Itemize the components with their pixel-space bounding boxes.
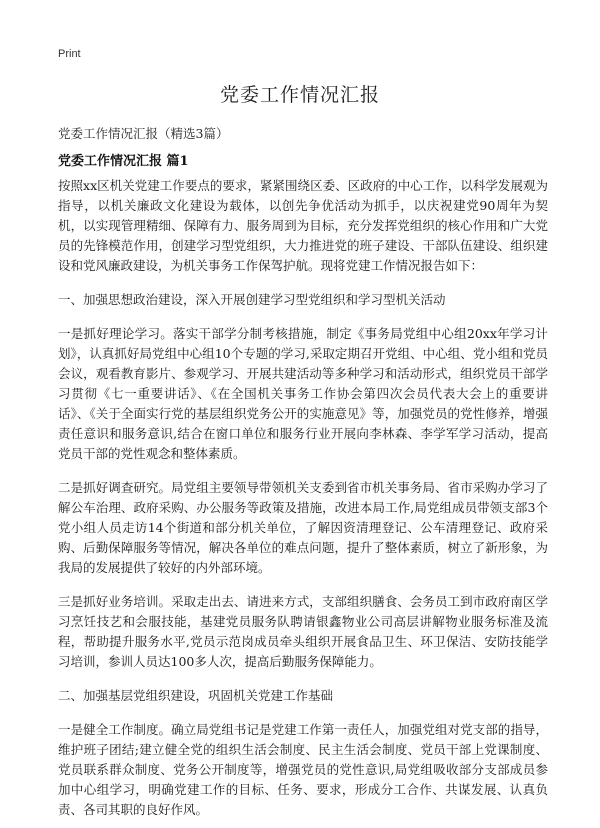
document-title: 党委工作情况汇报 [219,84,380,106]
document-subtitle: 党委工作情况汇报（精选3篇） [58,126,229,141]
paragraph-body: 一是健全工作制度。确立局党组书记是党建工作第一责任人，加强党组对党支部的指导，维护班子团结;建立健全党的组织生活会制度、民主生活会制度、党员干部上党课制度、党员联系群众制度、党务公开制度等，增强党员的党性意识,局党组吸收部分支部成员参加中心组学习，明确党建工作的目标、任务、要求，形成分工合作、共谋发展、认真负责、各司其职的良好作风。 [58,722,548,817]
section-heading: 党委工作情况汇报 篇1 [58,154,189,169]
paragraph-body: 三是抓好业务培训。采取走出去、请进来方式，支部组织膳食、会务员工到市政府南区学习烹饪技艺和会服技能，基建党员服务队聘请银鑫物业公司高层讲解物业服务标准及流程，帮助提升服务水平,党员示范岗成员牵头组织开展食品卫生、环卫保洁、安防技能学习培训，参训人员达100多人次，提高后勤服务保障能力。 [58,594,548,669]
paragraph-subhead: 二、加强基层党组织建设，巩固机关党建工作基础 [58,688,334,703]
paragraph-intro: 按照xx区机关党建工作要点的要求，紧紧围绕区委、区政府的中心工作，以科学发展观为指导，以机关廉政文化建设为载体，以创先争优活动为抓手，以庆祝建党90周年为契机，以实现管理精细、保障有力、服务周到为目标，充分发挥党组织的核心作用和广大党员的先锋模范作用，创建学习型党组织，大力推进党的班子建设、干部队伍建设、组织建设和党风廉政建设，为机关事务工作保驾护航。现将党建工作情况报告如下： [58,178,548,273]
paragraph-body: 二是抓好调查研究。局党组主要领导带领机关支委到省市机关事务局、省市采购办学习了解公车治理、政府采购、办公服务等政策及措施，改进本局工作,局党组成员带领支部3个党小组人员走访14个街道和部分机关单位，了解因资清理登记、公车清理登记、政府采购、后勤保障服务等情况，解决各单位的难点问题，提升了整体素质，树立了新形象，为我局的发展提供了较好的内外部环境。 [58,480,548,575]
print-link[interactable]: Print [58,48,81,60]
paragraph-subhead: 一、加强思想政治建设，深入开展创建学习型党组织和学习型机关活动 [58,292,446,307]
document-body [58,176,548,828]
paragraph-body: 一是抓好理论学习。落实干部学分制考核措施，制定《事务局党组中心组20xx年学习计划》，认真抓好局党组中心组10个专题的学习,采取定期召开党组、中心组、党小组和党员会议，观看教育影片、参观学习、开展共建活动等多种学习和活动形式，组织党员干部学习贯彻《七一重要讲话》、《在全国机关事务工作协会第四次会员代表大会上的重要讲话》、《关于全面实行党的基层组织党务公开的实施意见》等，加强党员的党性修养，增强责任意识和服务意识,结合在窗口单位和服务行业开展向李林森、李学军学习活动，提高党员干部的党性观念和整体素质。 [58,326,548,461]
